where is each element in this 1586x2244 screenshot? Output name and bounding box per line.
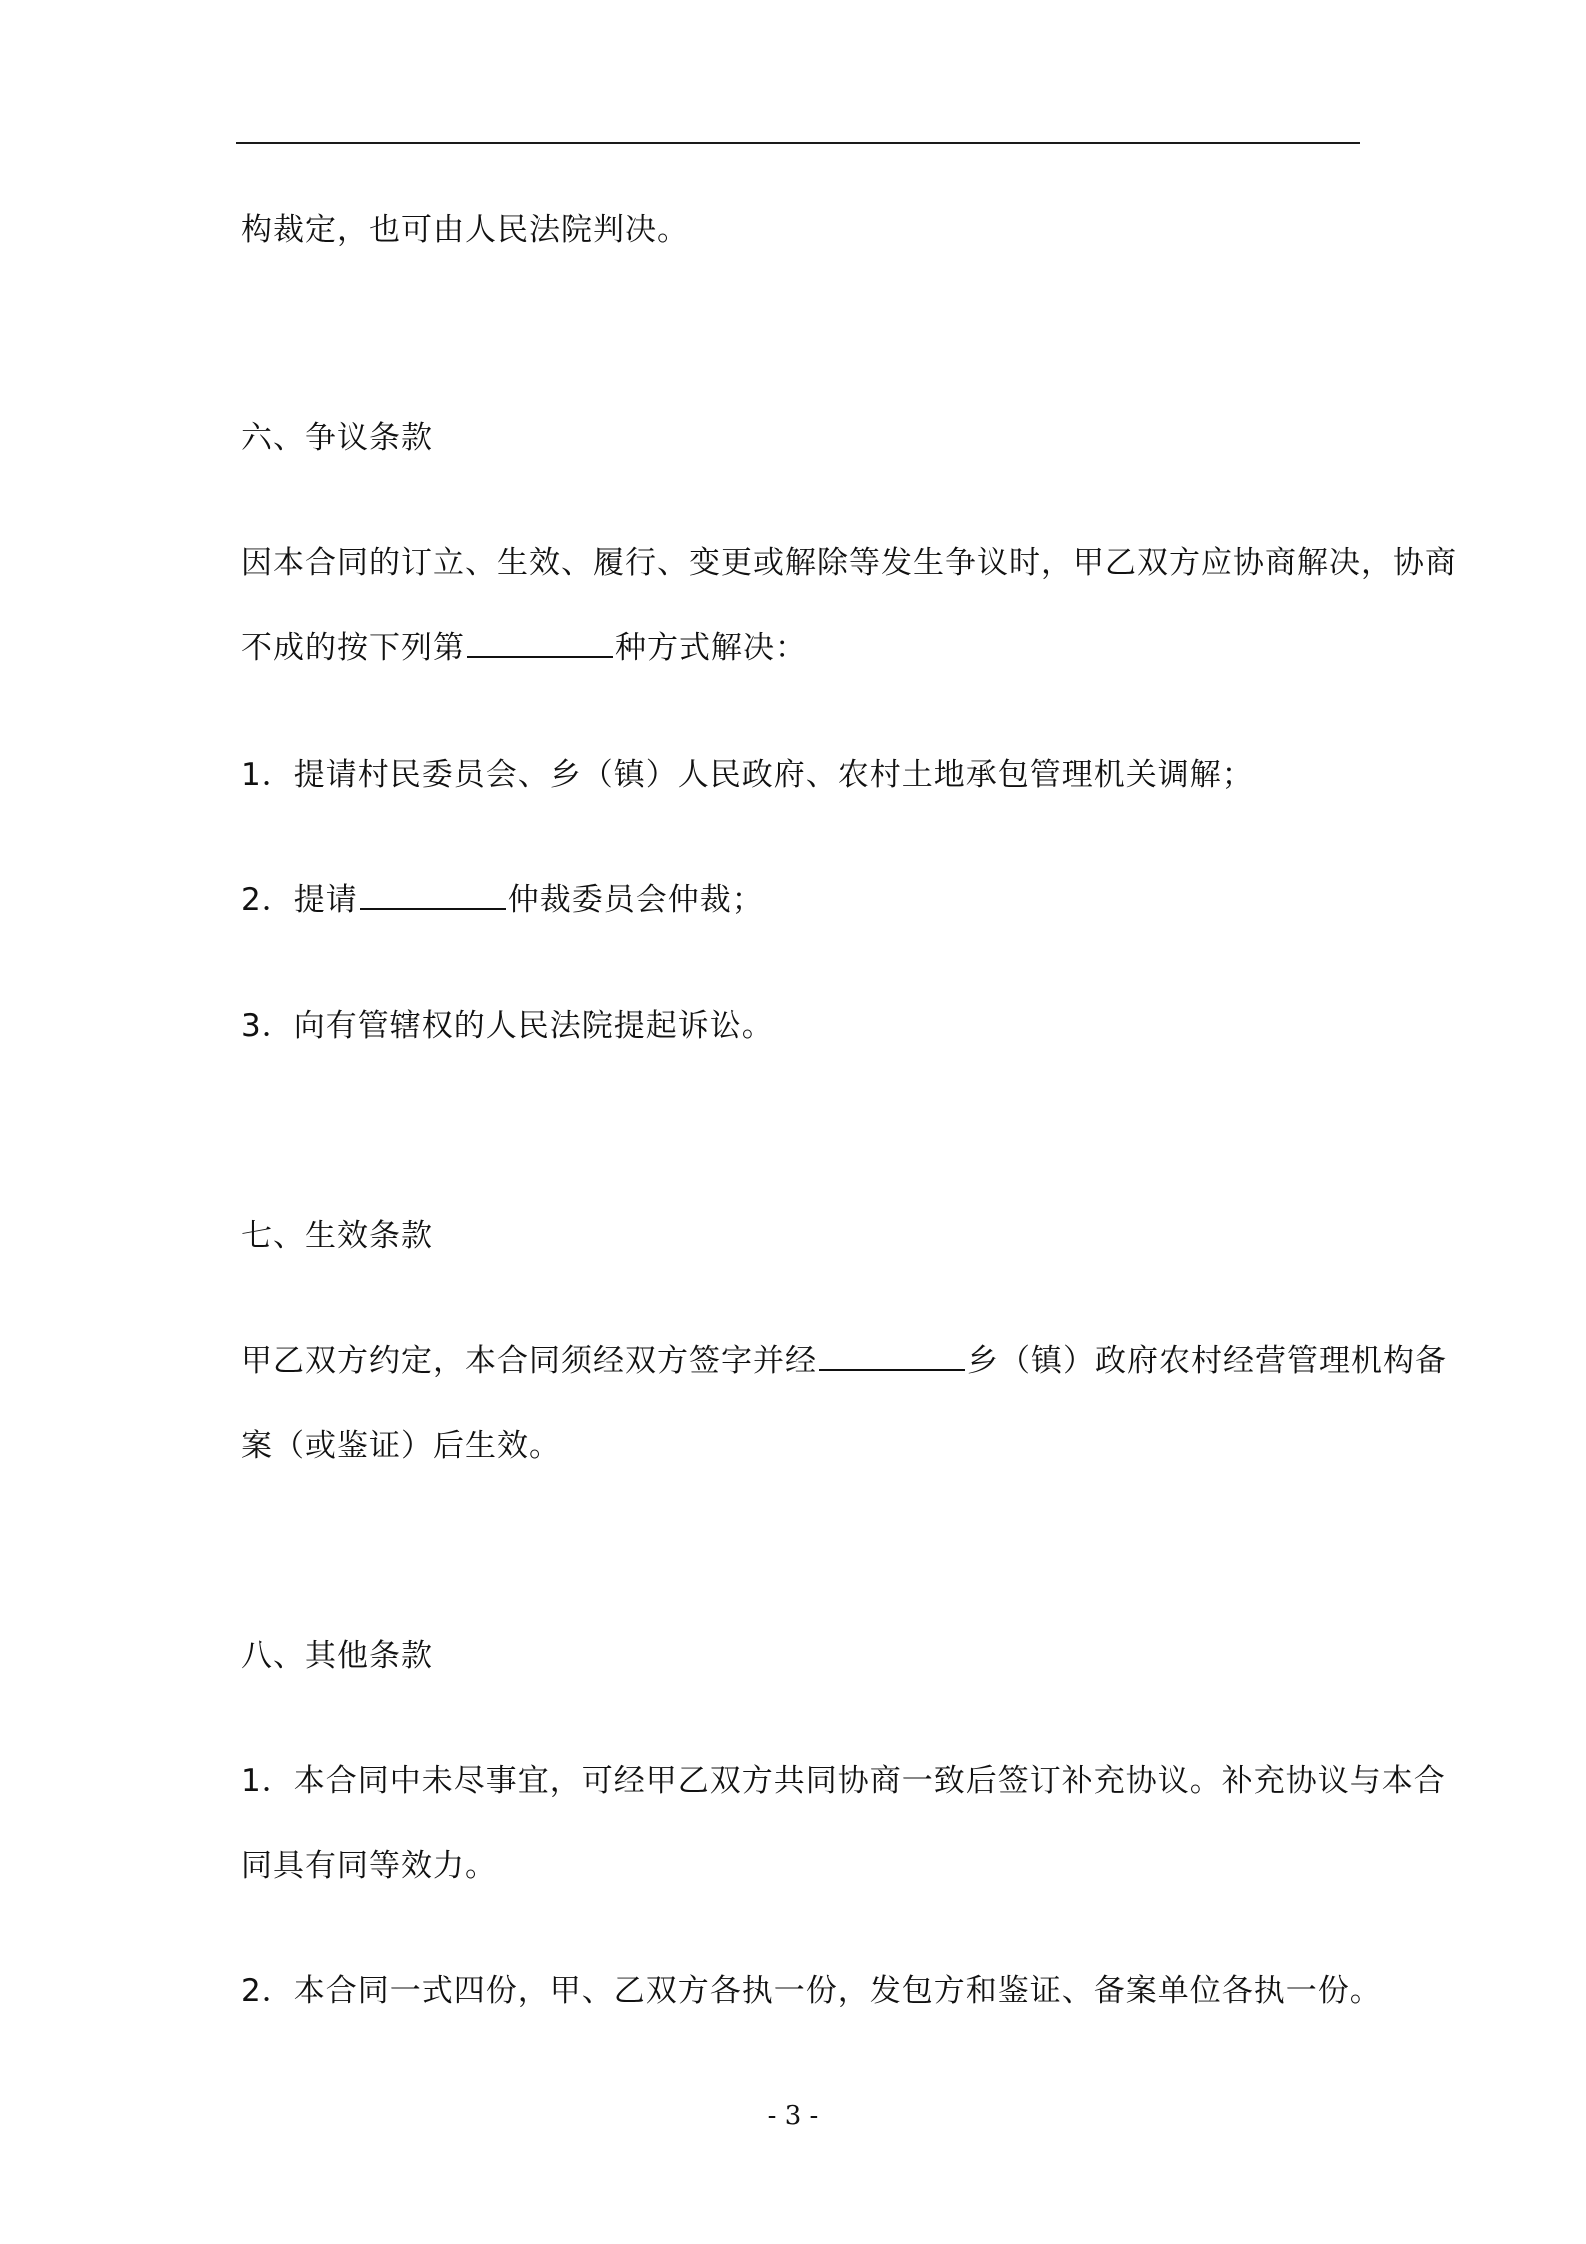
text-segment: 种方式解决：	[615, 630, 807, 666]
paragraph-continuation: 构裁定，也可由人民法院判决。	[241, 212, 689, 248]
page-number: - 3 -	[767, 2101, 819, 2131]
text-segment: 2．提请	[241, 882, 358, 918]
section-heading-effectiveness: 七、生效条款	[241, 1218, 433, 1254]
dispute-option-2	[241, 880, 764, 920]
effectiveness-paragraph-line-1	[241, 1341, 1447, 1381]
text-segment: 仲裁委员会仲裁；	[507, 882, 764, 918]
other-clause-1-line-2: 同具有同等效力。	[241, 1848, 497, 1884]
header-rule	[236, 142, 1360, 144]
fill-in-blank[interactable]	[819, 1343, 965, 1371]
fill-in-blank[interactable]	[360, 882, 506, 910]
text-segment: 不成的按下列第	[241, 630, 465, 666]
effectiveness-paragraph-line-2: 案（或鉴证）后生效。	[241, 1428, 561, 1464]
disputes-paragraph-line-1: 因本合同的订立、生效、履行、变更或解除等发生争议时，甲乙双方应协商解决，协商	[241, 545, 1457, 581]
fill-in-blank[interactable]	[467, 630, 613, 658]
text-segment: 乡（镇）政府农村经营管理机构备	[967, 1343, 1447, 1379]
other-clause-2: 2．本合同一式四份，甲、乙双方各执一份，发包方和鉴证、备案单位各执一份。	[241, 1973, 1382, 2009]
text-segment: 甲乙双方约定，本合同须经双方签字并经	[241, 1343, 817, 1379]
section-heading-disputes: 六、争议条款	[241, 420, 433, 456]
dispute-option-1: 1．提请村民委员会、乡（镇）人民政府、农村土地承包管理机关调解；	[241, 757, 1254, 793]
disputes-paragraph-line-2	[241, 628, 807, 668]
section-heading-other: 八、其他条款	[241, 1638, 433, 1674]
other-clause-1-line-1: 1．本合同中未尽事宜，可经甲乙双方共同协商一致后签订补充协议。补充协议与本合	[241, 1763, 1446, 1799]
dispute-option-3: 3．向有管辖权的人民法院提起诉讼。	[241, 1008, 774, 1044]
